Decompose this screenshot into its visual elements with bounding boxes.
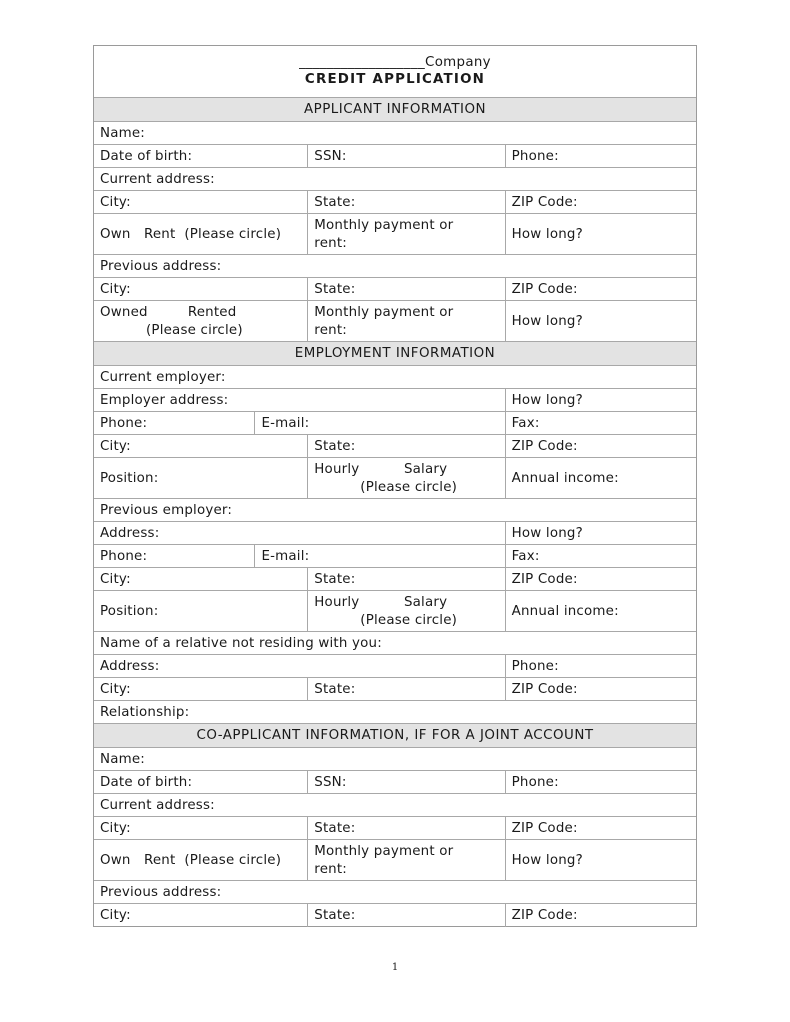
section-employment xyxy=(94,341,696,365)
zip-field[interactable]: ZIP Code: xyxy=(505,191,696,214)
please-circle-label: (Please circle) xyxy=(146,322,243,338)
previous-employer-field[interactable]: Previous employer: xyxy=(100,502,233,518)
prev-hourly-salary-choice[interactable] xyxy=(307,591,504,632)
form-row xyxy=(94,631,696,654)
relative-city-field[interactable]: City: xyxy=(100,681,131,697)
form-row xyxy=(94,903,696,926)
employer-how-long-field[interactable]: How long? xyxy=(505,389,696,412)
city-field[interactable]: City: xyxy=(100,194,131,210)
relative-phone-field[interactable]: Phone: xyxy=(505,655,696,678)
form-row xyxy=(94,277,696,300)
document-title: CREDIT APPLICATION xyxy=(304,72,486,87)
relative-name-field[interactable]: Name of a relative not residing with you: xyxy=(100,635,382,651)
form-row xyxy=(94,254,696,277)
form-row xyxy=(94,411,696,434)
prev-employer-city-field[interactable]: City: xyxy=(100,571,131,587)
co-ssn-field[interactable]: SSN: xyxy=(307,771,504,794)
co-prev-state-field[interactable]: State: xyxy=(307,904,504,927)
dob-field[interactable]: Date of birth: xyxy=(100,148,193,164)
employer-zip-field[interactable]: ZIP Code: xyxy=(505,435,696,458)
hourly-salary-choice[interactable] xyxy=(307,458,504,499)
form-row xyxy=(94,521,696,544)
owned-rented-choice[interactable] xyxy=(94,301,307,342)
annual-income-field[interactable]: Annual income: xyxy=(505,458,696,499)
form-row xyxy=(94,567,696,590)
co-how-long-field[interactable]: How long? xyxy=(505,840,696,881)
relative-zip-field[interactable]: ZIP Code: xyxy=(505,678,696,701)
employer-email-field[interactable]: E-mail: xyxy=(254,412,504,435)
hourly-salary-label: Hourly Salary xyxy=(314,594,448,610)
form-row xyxy=(94,300,696,341)
form-row xyxy=(94,434,696,457)
form-row xyxy=(94,590,696,631)
form-row xyxy=(94,365,696,388)
form-row xyxy=(94,839,696,880)
employer-phone-field[interactable]: Phone: xyxy=(100,415,148,431)
please-circle-label: (Please circle) xyxy=(360,479,458,495)
ssn-field[interactable]: SSN: xyxy=(307,145,504,168)
prev-employer-how-long-field[interactable]: How long? xyxy=(505,522,696,545)
current-employer-field[interactable]: Current employer: xyxy=(100,369,226,385)
co-name-field[interactable]: Name: xyxy=(100,751,146,767)
co-prev-zip-field[interactable]: ZIP Code: xyxy=(505,904,696,927)
name-field[interactable]: Name: xyxy=(100,125,146,141)
prev-annual-income-field[interactable]: Annual income: xyxy=(505,591,696,632)
position-field[interactable]: Position: xyxy=(100,470,159,486)
prev-state-field[interactable]: State: xyxy=(307,278,504,301)
co-current-address-field[interactable]: Current address: xyxy=(100,797,215,813)
relative-state-field[interactable]: State: xyxy=(307,678,504,701)
monthly-payment-label-1: Monthly payment or xyxy=(314,304,454,320)
form-row xyxy=(94,144,696,167)
owned-rented-label: Owned Rented xyxy=(100,304,237,320)
credit-application-form xyxy=(93,45,697,927)
monthly-payment-label-2: rent: xyxy=(314,235,347,251)
prev-city-field[interactable]: City: xyxy=(100,281,131,297)
prev-employer-address-field[interactable]: Address: xyxy=(100,525,160,541)
prev-employer-phone-field[interactable]: Phone: xyxy=(100,548,148,564)
prev-position-field[interactable]: Position: xyxy=(100,603,159,619)
form-header xyxy=(94,46,696,97)
current-address-field[interactable]: Current address: xyxy=(100,171,215,187)
prev-monthly-payment-field[interactable] xyxy=(307,301,504,342)
own-rent-choice[interactable]: Own Rent (Please circle) xyxy=(100,226,282,242)
co-phone-field[interactable]: Phone: xyxy=(505,771,696,794)
state-field[interactable]: State: xyxy=(307,191,504,214)
form-row xyxy=(94,544,696,567)
form-row xyxy=(94,654,696,677)
section-header-applicant: APPLICANT INFORMATION xyxy=(94,98,696,121)
how-long-field[interactable]: How long? xyxy=(505,214,696,255)
relative-address-field[interactable]: Address: xyxy=(100,658,160,674)
form-row xyxy=(94,770,696,793)
monthly-payment-label-2: rent: xyxy=(314,861,347,877)
form-row xyxy=(94,388,696,411)
co-monthly-payment-field[interactable] xyxy=(307,840,504,881)
section-applicant xyxy=(94,97,696,121)
monthly-payment-label-1: Monthly payment or xyxy=(314,217,454,233)
co-previous-address-field[interactable]: Previous address: xyxy=(100,884,222,900)
co-state-field[interactable]: State: xyxy=(307,817,504,840)
prev-employer-zip-field[interactable]: ZIP Code: xyxy=(505,568,696,591)
form-row xyxy=(94,121,696,144)
form-row xyxy=(94,793,696,816)
monthly-payment-label-2: rent: xyxy=(314,322,347,338)
relationship-field[interactable]: Relationship: xyxy=(100,704,190,720)
section-header-employment: EMPLOYMENT INFORMATION xyxy=(94,342,696,365)
co-zip-field[interactable]: ZIP Code: xyxy=(505,817,696,840)
please-circle-label: (Please circle) xyxy=(360,612,458,628)
form-row xyxy=(94,190,696,213)
section-coapplicant xyxy=(94,723,696,747)
section-header-coapplicant: CO-APPLICANT INFORMATION, IF FOR A JOINT ACCOUNT xyxy=(94,724,696,747)
phone-field[interactable]: Phone: xyxy=(505,145,696,168)
hourly-salary-label: Hourly Salary xyxy=(314,461,448,477)
previous-address-field[interactable]: Previous address: xyxy=(100,258,222,274)
prev-employer-email-field[interactable]: E-mail: xyxy=(254,545,504,568)
form-row xyxy=(94,816,696,839)
monthly-payment-label-1: Monthly payment or xyxy=(314,843,454,859)
form-row xyxy=(94,457,696,498)
employer-address-field[interactable]: Employer address: xyxy=(100,392,229,408)
form-row xyxy=(94,213,696,254)
prev-employer-fax-field[interactable]: Fax: xyxy=(505,545,696,568)
form-row xyxy=(94,167,696,190)
co-dob-field[interactable]: Date of birth: xyxy=(100,774,193,790)
employer-state-field[interactable]: State: xyxy=(307,435,504,458)
form-row xyxy=(94,880,696,903)
co-prev-city-field[interactable]: City: xyxy=(100,907,131,923)
page-number: 1 xyxy=(391,962,399,973)
monthly-payment-field[interactable] xyxy=(307,214,504,255)
form-row xyxy=(94,498,696,521)
company-line: __________________Company xyxy=(299,55,491,70)
form-row xyxy=(94,747,696,770)
co-city-field[interactable]: City: xyxy=(100,820,131,836)
co-own-rent-choice[interactable]: Own Rent (Please circle) xyxy=(100,852,282,868)
form-row xyxy=(94,677,696,700)
employer-fax-field[interactable]: Fax: xyxy=(505,412,696,435)
form-row xyxy=(94,700,696,723)
employer-city-field[interactable]: City: xyxy=(100,438,131,454)
prev-employer-state-field[interactable]: State: xyxy=(307,568,504,591)
prev-how-long-field[interactable]: How long? xyxy=(505,301,696,342)
prev-zip-field[interactable]: ZIP Code: xyxy=(505,278,696,301)
